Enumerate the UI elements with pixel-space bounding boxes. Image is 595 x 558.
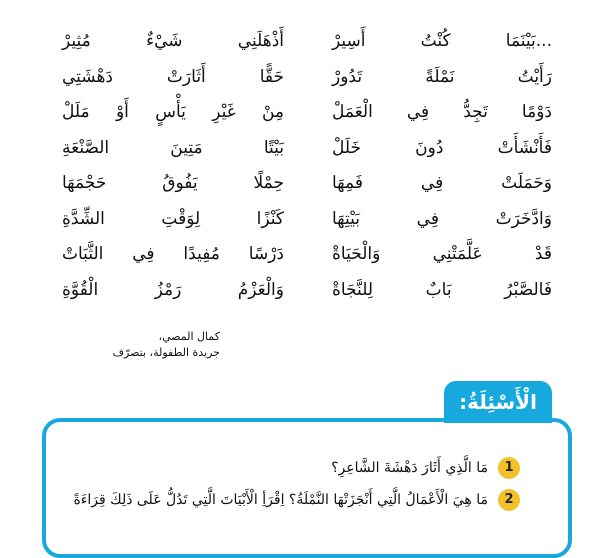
verse-first-hemistich: فَالصَّبْرُ بَابٌ لِلنَّجَاةْ [332,279,552,300]
verse-first-hemistich: قَدْ عَلَّمَتْنِي وَالْحَيَاةْ [332,244,552,264]
verse-second-hemistich: أَذْهَلَنِي شَيْءٌ مُثِيرْ [62,31,284,51]
verse-second-hemistich: حَقًّا أَثَارَتْ دَهْشَتِي [62,66,284,87]
verse-second-hemistich: بَيْتًا مَتِينَ الصَّنْعَةِ [62,137,284,158]
questions-header [444,381,552,423]
questions-box [42,418,572,558]
verse-second-hemistich: حِمْلًا يَفُوقُ حَجْمَهَا [62,173,284,193]
verse [0,133,595,169]
verse [0,97,595,133]
verse-second-hemistich: وَالْعَزْمُ رَمْزُ الْقُوَّةِ [62,279,284,300]
verse [0,62,595,98]
verse-first-hemistich: فَأَنْشَأَتْ دُونَ خَلَلْ [332,137,552,158]
poem-source: جريدة الطفولة، بتصرّف [112,346,220,359]
poem [0,26,595,310]
question-text: مَا الَّذِي أَثَارَ دَهْشَةَ الشَّاعِرِ؟ [331,460,488,476]
questions-title: الْأَسْئِلَةُ: [459,390,537,414]
verse-first-hemistich: ...بَيْنَمَا كُنْتُ أَسِيرْ [332,31,552,51]
verse [0,204,595,240]
verse [0,239,595,275]
question-number-badge: 1 [498,457,520,479]
verse-second-hemistich: مِنْ غَيْرِ يَأْسٍ أَوْ مَلَلْ [62,102,284,122]
verse [0,275,595,311]
question-number-badge: 2 [498,489,520,511]
poem-author: كمال المصي، [158,330,220,343]
question-item [331,456,520,480]
verse-first-hemistich: وَادَّخَرَتْ فِي بَيْتِهَا [332,208,552,229]
verse-second-hemistich: دَرْسًا مُفِيدًا فِي الثَّبَاتْ [62,244,284,264]
verse-first-hemistich: رَأَيْتُ نَمْلَةً تَدُورْ [332,66,552,87]
verse [0,26,595,62]
question-text: مَا هِيَ الْأَعْمَالُ الَّتِي أَنْجَزَتْهَا النَّمْلَةُ؟ اِقْرَأِ الْأَبْيَاتَ الَّتِي تَدُلُّ عَلَى ذَلِكَ قِرَاءَةً [73,492,488,508]
verse [0,168,595,204]
verse-first-hemistich: وَحَمَلَتْ فِي فَمِهَا [332,173,552,193]
verse-second-hemistich: كَنْزًا لِوَقْتِ الشِّدَّةِ [62,208,284,229]
question-item [73,488,520,512]
verse-first-hemistich: دَوْمًا تَجِدُّ فِي الْعَمَلْ [332,102,552,122]
